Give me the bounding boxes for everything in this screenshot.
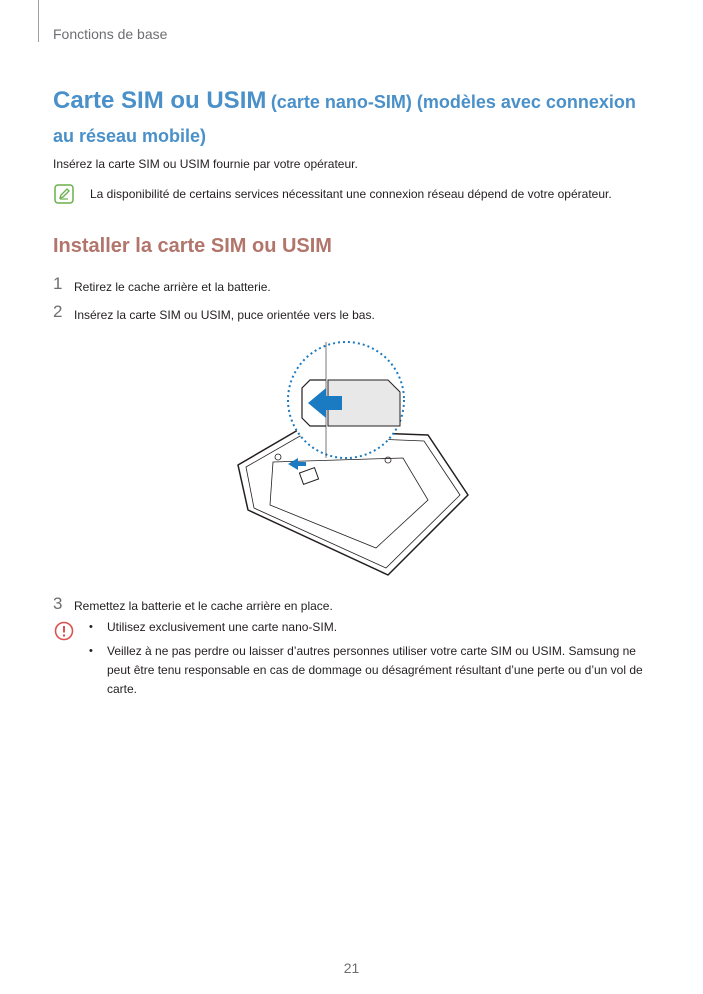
intro-text: Insérez la carte SIM ou USIM fournie par votre opérateur. bbox=[53, 157, 358, 171]
title-main: Carte SIM ou USIM bbox=[53, 87, 267, 114]
step-1-number: 1 bbox=[53, 274, 63, 293]
header-divider bbox=[38, 0, 39, 42]
caution-item-2: Veillez à ne pas perdre ou laisser d’autres personnes utiliser votre carte SIM ou USIM. Samsung ne peut être tenu responsable en cas de dommage ou désagrément résultant d’une perte ou d’un vol de carte. bbox=[107, 644, 643, 696]
page-title bbox=[53, 84, 653, 154]
step-3-number: 3 bbox=[53, 594, 63, 613]
page-number: 21 bbox=[343, 960, 360, 976]
bullet-2: • bbox=[89, 645, 93, 657]
note-pencil-icon bbox=[54, 184, 74, 209]
step-1-text: Retirez le cache arrière et la batterie. bbox=[74, 280, 271, 294]
step-2-number: 2 bbox=[53, 302, 63, 321]
caution-icon bbox=[54, 621, 74, 646]
step-2-text: Insérez la carte SIM ou USIM, puce orientée vers le bas. bbox=[74, 308, 375, 322]
bullet-1: • bbox=[89, 621, 93, 633]
caution-item-1: Utilisez exclusivement une carte nano-SIM. bbox=[107, 620, 338, 634]
step-3-text: Remettez la batterie et le cache arrière en place. bbox=[74, 599, 333, 613]
note-text: La disponibilité de certains services nécessitant une connexion réseau dépend de votre opérateur. bbox=[90, 187, 612, 201]
sim-insertion-illustration bbox=[228, 340, 478, 585]
section-title: Installer la carte SIM ou USIM bbox=[53, 235, 332, 257]
title-sub-2: au réseau mobile) bbox=[53, 126, 207, 146]
chapter-header: Fonctions de base bbox=[53, 26, 168, 42]
title-sub-1: (carte nano-SIM) (modèles avec connexion bbox=[270, 92, 636, 112]
